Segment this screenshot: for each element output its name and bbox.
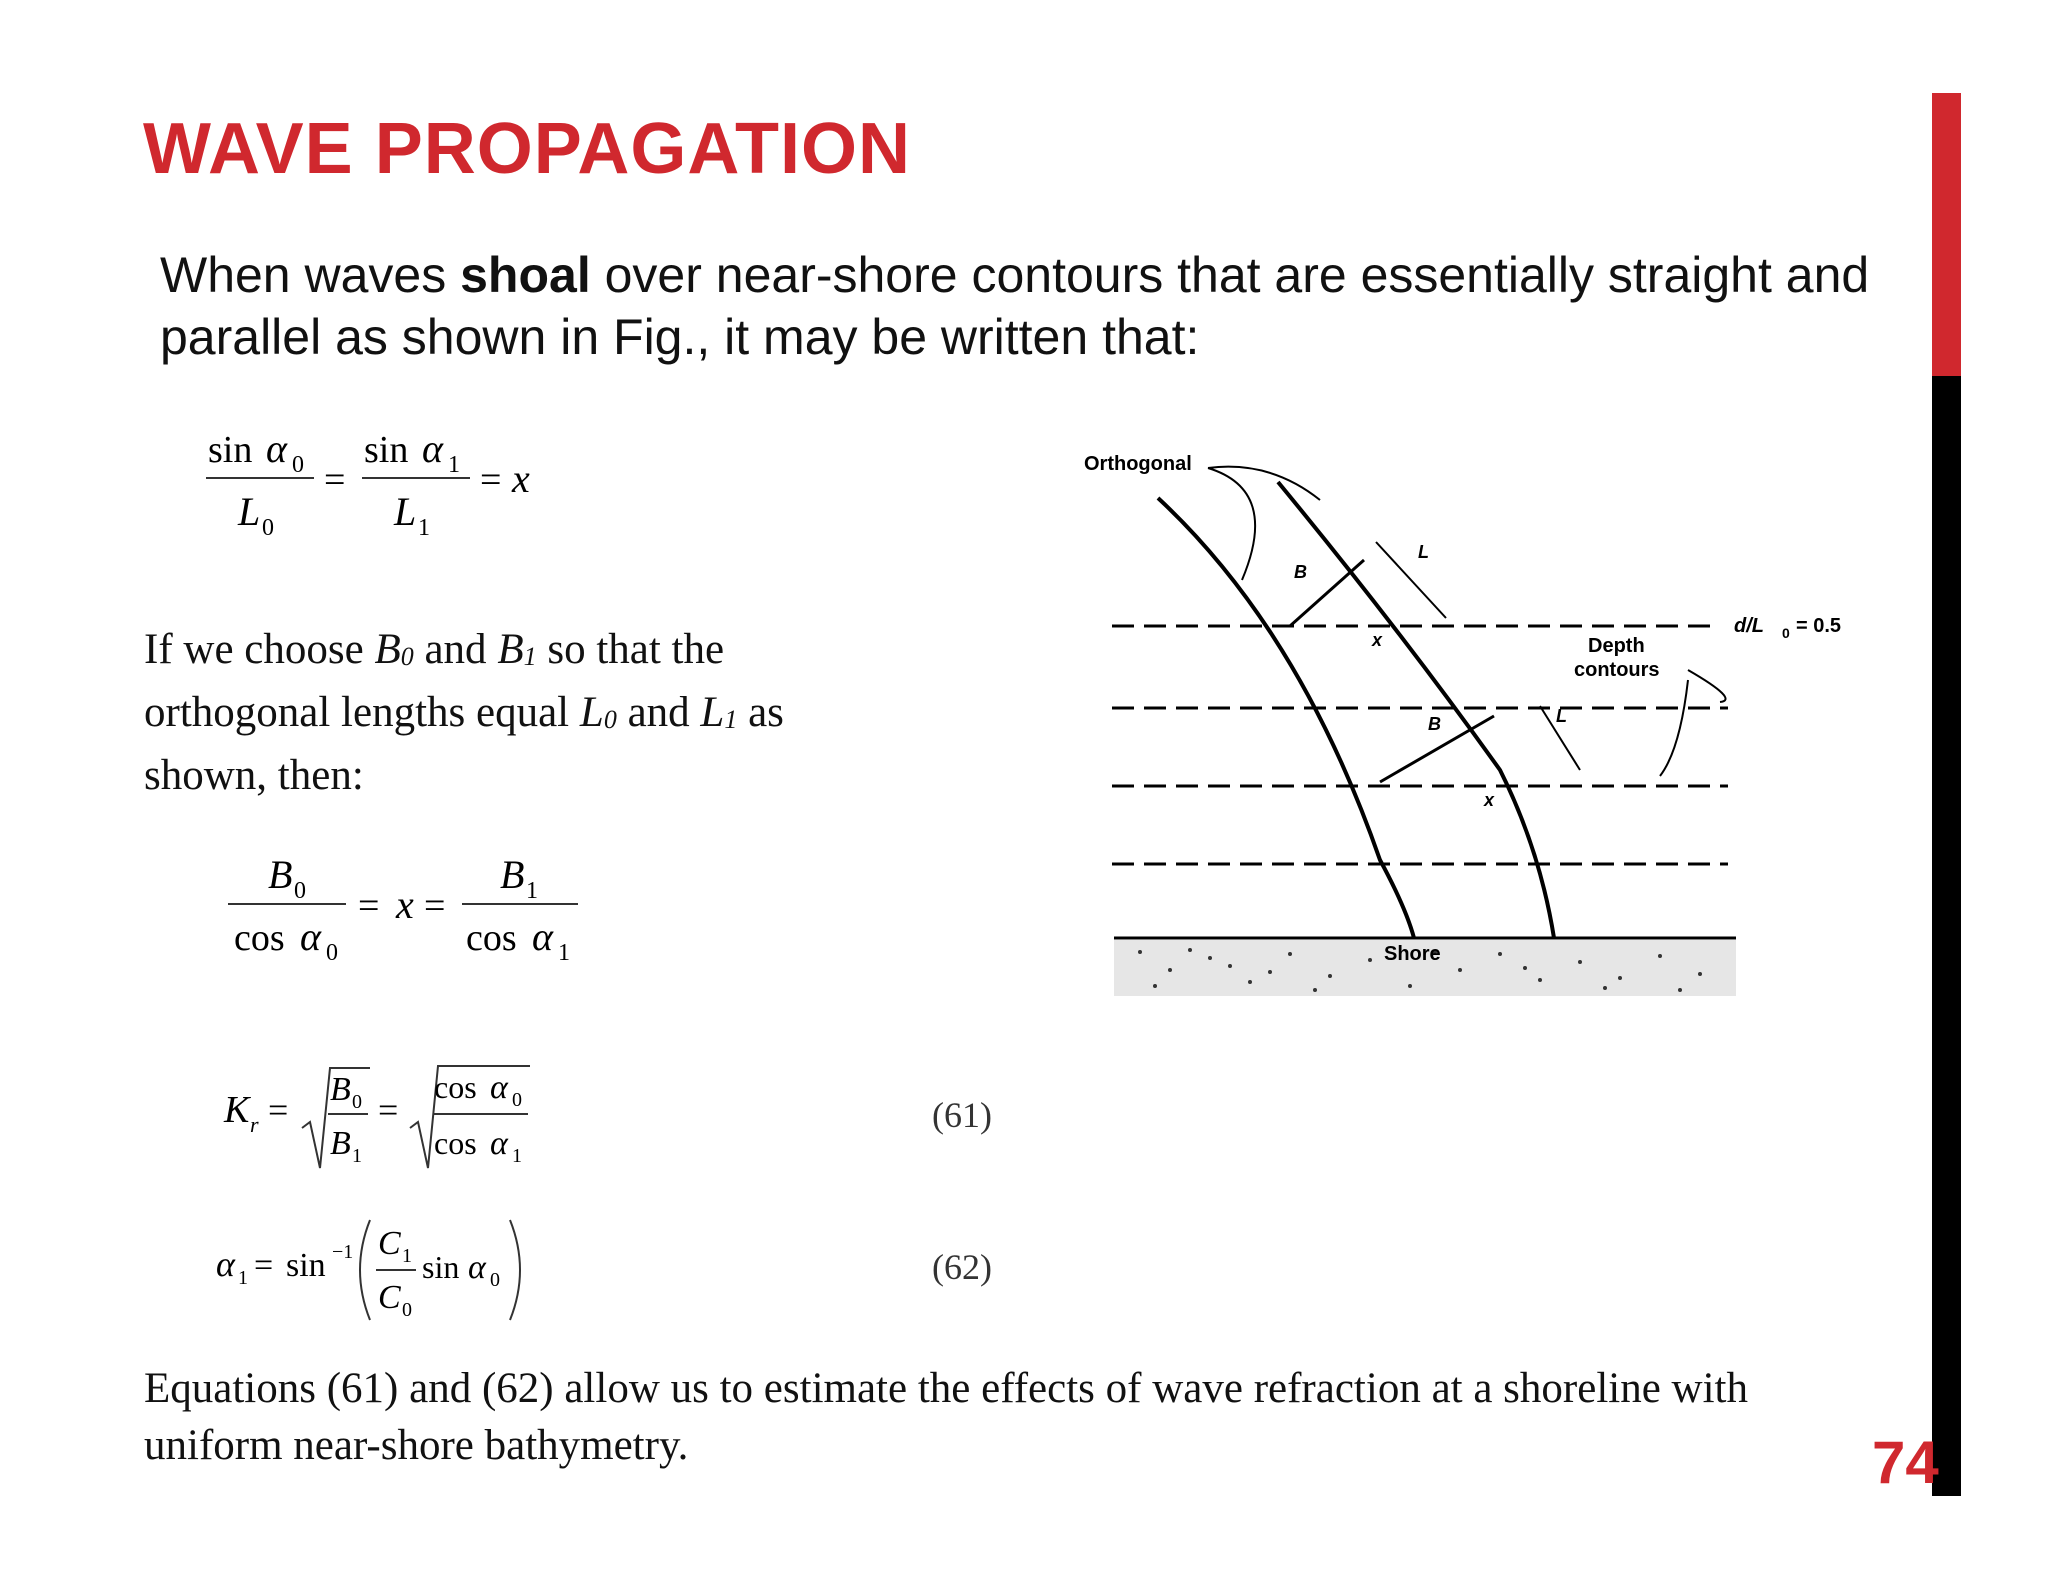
svg-text:L: L xyxy=(394,489,417,534)
label-ratio: d/L xyxy=(1734,615,1764,637)
l0-dimension xyxy=(1376,542,1446,618)
label-contours: contours xyxy=(1574,659,1660,681)
svg-text:1: 1 xyxy=(526,878,538,904)
label-b1: B xyxy=(1428,714,1441,734)
label-depth: Depth xyxy=(1588,635,1645,657)
svg-text:C: C xyxy=(378,1279,401,1316)
paragraph-choose-b: If we choose $B_0$ and $B_1$ so that the orthogonal lengths equal $L_0$ and $L_1$ as shown, then: xyxy=(144,626,784,799)
label-shore: Shore xyxy=(1384,943,1441,965)
svg-text:x: x xyxy=(396,882,414,927)
intro-bold-word: shoal xyxy=(460,247,591,303)
svg-text:sin: sin xyxy=(286,1247,326,1284)
label-x-upper: x xyxy=(1372,630,1383,650)
svg-text:1: 1 xyxy=(512,1145,522,1167)
svg-text:=: = xyxy=(424,885,446,927)
svg-text:K: K xyxy=(224,1089,250,1131)
svg-text:sin: sin xyxy=(364,429,409,471)
svg-text:α: α xyxy=(490,1125,508,1162)
svg-text:α: α xyxy=(532,914,553,959)
refraction-diagram xyxy=(1080,430,1880,1010)
label-ratio-value: = 0.5 xyxy=(1796,615,1842,637)
label-l0: L xyxy=(1418,542,1429,562)
svg-text:1: 1 xyxy=(558,940,570,966)
svg-text:=: = xyxy=(480,459,502,501)
equation-61-number: (61) xyxy=(932,1095,992,1135)
svg-text:α: α xyxy=(216,1244,235,1284)
sidebar-accent-black xyxy=(1932,376,1961,1496)
svg-text:=: = xyxy=(378,1090,399,1130)
label-ratio-sub: 0 xyxy=(1782,625,1790,641)
equation-b-cos xyxy=(226,846,606,976)
svg-text:B: B xyxy=(268,852,293,897)
svg-text:cos: cos xyxy=(434,1069,477,1105)
svg-text:0: 0 xyxy=(490,1269,500,1291)
equation-61 xyxy=(220,1058,560,1178)
svg-text:=: = xyxy=(268,1090,289,1130)
svg-text:1: 1 xyxy=(352,1145,362,1167)
orthogonal-left xyxy=(1158,498,1414,938)
svg-text:α: α xyxy=(422,426,443,471)
svg-text:cos: cos xyxy=(466,917,517,959)
svg-text:sin: sin xyxy=(422,1249,460,1285)
svg-text:α: α xyxy=(490,1069,508,1106)
intro-paragraph xyxy=(160,244,1920,368)
svg-text:x: x xyxy=(512,456,530,501)
svg-text:r: r xyxy=(250,1112,259,1137)
svg-text:1: 1 xyxy=(418,515,430,541)
svg-text:α: α xyxy=(266,426,287,471)
svg-text:cos: cos xyxy=(234,917,285,959)
svg-text:0: 0 xyxy=(352,1091,362,1113)
svg-text:0: 0 xyxy=(326,940,338,966)
orthogonal-right xyxy=(1278,482,1554,938)
intro-text-2: over near-shore contours that are essentially straight and parallel as shown in Fig., it may be written that: xyxy=(160,247,1870,365)
equation-62 xyxy=(210,1210,550,1330)
svg-text:=: = xyxy=(324,459,346,501)
svg-text:0: 0 xyxy=(512,1089,522,1111)
label-orthogonal: Orthogonal xyxy=(1084,453,1192,475)
svg-text:L: L xyxy=(238,489,261,534)
svg-text:cos: cos xyxy=(434,1125,477,1161)
svg-text:B: B xyxy=(330,1071,351,1108)
svg-text:B: B xyxy=(500,852,525,897)
svg-text:1: 1 xyxy=(238,1267,248,1289)
label-l1: L xyxy=(1556,706,1567,726)
page-number: 74 xyxy=(1872,1429,1939,1496)
label-b0: B xyxy=(1294,562,1307,582)
svg-text:1: 1 xyxy=(402,1245,412,1267)
svg-text:α: α xyxy=(468,1249,486,1286)
equation-62-number: (62) xyxy=(932,1247,992,1287)
page-title: WAVE PROPAGATION xyxy=(143,109,912,189)
closing-paragraph: Equations (61) and (62) allow us to estimate the effects of wave refraction at a shoreline with uniform near-shore bathymetry. xyxy=(144,1365,1748,1469)
intro-text-1: When waves xyxy=(160,247,461,303)
svg-text:−1: −1 xyxy=(332,1241,354,1263)
svg-text:0: 0 xyxy=(262,515,274,541)
svg-text:1: 1 xyxy=(448,452,460,478)
sidebar-accent-red xyxy=(1932,93,1961,376)
svg-text:B: B xyxy=(330,1125,351,1162)
svg-text:0: 0 xyxy=(402,1299,412,1321)
svg-text:0: 0 xyxy=(294,878,306,904)
svg-text:=: = xyxy=(254,1247,274,1284)
svg-text:=: = xyxy=(358,885,380,927)
equation-snell xyxy=(200,420,560,550)
svg-text:0: 0 xyxy=(292,452,304,478)
svg-text:α: α xyxy=(300,914,321,959)
label-x-lower: x xyxy=(1484,790,1495,810)
svg-text:sin: sin xyxy=(208,429,253,471)
svg-text:C: C xyxy=(378,1225,401,1262)
